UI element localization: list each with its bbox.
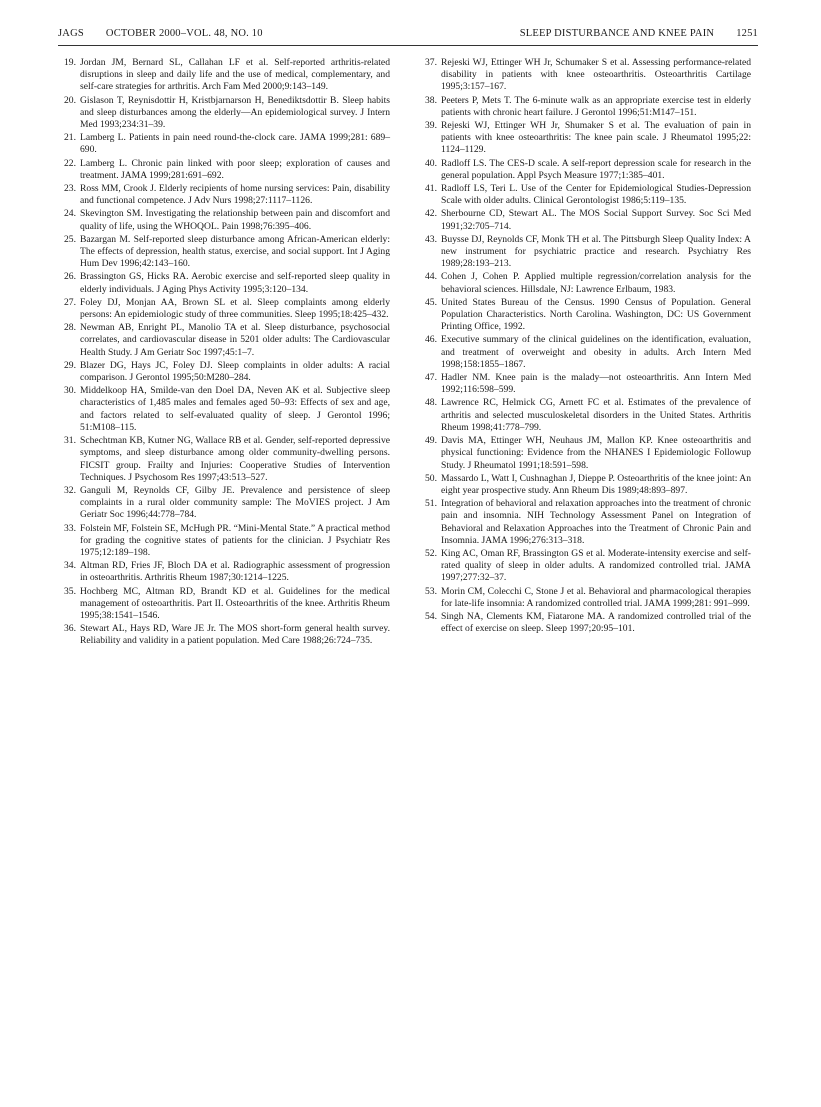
reference-item [419, 120, 751, 157]
reference-number: 19. [64, 57, 76, 68]
reference-text: Executive summary of the clinical guidelines on the identification, evaluation, and treatment of overweight and obesity in adults. Arch Intern Med 1998;158:1855–1867. [441, 334, 751, 370]
reference-item [58, 158, 390, 182]
reference-item [419, 183, 751, 207]
reference-item [58, 271, 390, 295]
reference-item [58, 183, 390, 207]
reference-item [419, 498, 751, 547]
reference-text: Singh NA, Clements KM, Fiatarone MA. A randomized controlled trial of the effect of exercise on sleep. Sleep 1997;20:95–101. [441, 610, 751, 635]
reference-text: Foley DJ, Monjan AA, Brown SL et al. Sleep complaints among elderly persons: An epidemiologic study of three communities. Sleep 1995;18:425–432. [80, 296, 390, 321]
reference-text: Altman RD, Fries JF, Bloch DA et al. Radiographic assessment of progression in osteoarthritis. Arthritis Rheum 1987;30:1214–1225. [80, 560, 390, 584]
header-left [58, 28, 263, 39]
reference-item [419, 372, 751, 396]
reference-text: Rejeski WJ, Ettinger WH Jr, Shumaker S et al. The evaluation of pain in patients with knee osteoarthritis: The knee pain scale. J Rheumatol 1995;22: 1124–1129. [441, 120, 751, 156]
reference-text: Stewart AL, Hays RD, Ware JE Jr. The MOS short-form general health survey. Reliability and validity in a patient population. Med Care 1988;26:724–735. [80, 623, 390, 647]
reference-number: 20. [64, 94, 76, 106]
reference-text: Blazer DG, Hays JC, Foley DJ. Sleep complaints in older adults: A racial comparison. J Gerontol 1995;50:M280–284. [80, 359, 390, 384]
reference-number: 49. [425, 435, 437, 447]
reference-item [58, 523, 390, 560]
reference-number: 48. [425, 397, 437, 409]
reference-item [58, 57, 390, 94]
reference-text: Massardo L, Watt I, Cushnaghan J, Dieppe P. Osteoarthritis of the knee joint: An eight year prospective study. Ann Rheum Dis 1989;48:893–897. [441, 472, 751, 496]
reference-item [419, 397, 751, 434]
reference-number: 44. [425, 271, 437, 283]
reference-number: 35. [64, 585, 76, 597]
reference-number: 36. [64, 623, 76, 635]
reference-text: Ross MM, Crook J. Elderly recipients of home nursing services: Pain, disability and functional competence. J Adv Nurs 1998;27:1117–1126. [80, 183, 390, 207]
reference-item [419, 334, 751, 371]
reference-text: Lamberg L. Chronic pain linked with poor sleep; exploration of causes and treatment. JAMA 1999;281:691–692. [80, 157, 390, 181]
reference-text: Rejeski WJ, Ettinger WH Jr, Schumaker S et al. Assessing performance-related disability in patients with knee osteoarthritis. Osteoarthritis Cartilage 1995;3:157–167. [441, 57, 751, 93]
reference-item [58, 385, 390, 434]
page-number: 1251 [736, 28, 758, 39]
reference-number: 43. [425, 233, 437, 245]
reference-text: Schechtman KB, Kutner NG, Wallace RB et al. Gender, self-reported depressive symptoms, and sleep disturbance among older community-dwelling persons. FICSIT group. Frailty and Injuries: Cooperative Studies of Intervention Techniques. J Psychosom Res 1997;43:513–527. [80, 435, 390, 483]
reference-item [419, 611, 751, 635]
reference-number: 23. [64, 183, 76, 195]
reference-item [58, 360, 390, 384]
reference-text: Davis MA, Ettinger WH, Neuhaus JM, Mallon KP. Knee osteoarthritis and physical functioning: Evidence from the NHANES I Epidemiologic Followup Study. J Rheumatol 1991;18:591–598. [441, 435, 751, 471]
reference-text: Lawrence RC, Helmick CG, Arnett FC et al. Estimates of the prevalence of arthritis and selected musculoskeletal disorders in the United States. Arthritis Rheum 1998;41:778–799. [441, 397, 751, 433]
reference-item [58, 297, 390, 321]
references-column-left [58, 57, 390, 649]
reference-item [419, 586, 751, 610]
reference-number: 41. [425, 183, 437, 195]
reference-text: United States Bureau of the Census. 1990 Census of Population. General Population Characteristics. North Carolina. Washington, DC: US Government Printing Office, 1992. [441, 296, 751, 333]
reference-text: Radloff LS. The CES-D scale. A self-report depression scale for research in the general population. Appl Psych Measure 1977;1:385–401. [441, 157, 751, 181]
reference-number: 54. [425, 610, 437, 622]
reference-number: 22. [64, 157, 76, 169]
reference-text: Integration of behavioral and relaxation approaches into the treatment of chronic pain and insomnia. NIH Technology Assessment Panel on Integration of Behavioral and Relaxation Approaches into the Treatment of Chronic Pain and Insomnia. JAMA 1996;276:313–318. [441, 498, 751, 546]
journal-name: JAGS [58, 28, 84, 39]
reference-number: 24. [64, 208, 76, 220]
reference-text: Newman AB, Enright PL, Manolio TA et al. Sleep disturbance, psychosocial correlates, and cardiovascular disease in 5201 older adults: The Cardiovascular Health Study. J Am Geriatr Soc 1997;45:1–7. [80, 322, 390, 358]
reference-text: Cohen J, Cohen P. Applied multiple regression/correlation analysis for the behavioral sciences. Hillsdale, NJ: Lawrence Erlbaum, 1983. [441, 271, 751, 295]
reference-number: 50. [425, 472, 437, 484]
reference-number: 28. [64, 322, 76, 334]
reference-text: Bazargan M. Self-reported sleep disturbance among African-American elderly: The effects of depression, health status, exercise, and social support. Int J Aging Hum Dev 1996;42:143–160. [80, 233, 390, 270]
reference-item [419, 297, 751, 334]
reference-number: 27. [64, 296, 76, 308]
reference-item [58, 322, 390, 359]
reference-item [419, 473, 751, 497]
reference-text: Sherbourne CD, Stewart AL. The MOS Social Support Survey. Soc Sci Med 1991;32:705–714. [441, 208, 751, 232]
reference-number: 37. [425, 57, 437, 68]
reference-number: 45. [425, 296, 437, 308]
reference-number: 26. [64, 271, 76, 283]
reference-text: Peeters P, Mets T. The 6-minute walk as an appropriate exercise test in elderly patients with chronic heart failure. J Gerontol 1996;51:M147–151. [441, 94, 751, 118]
journal-issue: OCTOBER 2000–VOL. 48, NO. 10 [105, 28, 263, 39]
reference-item [419, 57, 751, 94]
references-column-right [419, 57, 751, 636]
reference-item [419, 234, 751, 271]
reference-item [58, 560, 390, 584]
reference-item [419, 208, 751, 232]
reference-number: 47. [425, 372, 437, 384]
reference-item [58, 435, 390, 484]
reference-item [58, 586, 390, 623]
reference-item [58, 623, 390, 647]
reference-number: 33. [64, 522, 76, 534]
reference-text: Hochberg MC, Altman RD, Brandt KD et al. Guidelines for the medical management of osteoarthritis. Part II. Osteoarthritis of the knee. Arthritis Rheum 1995;38:1541–1546. [80, 585, 390, 621]
reference-number: 42. [425, 208, 437, 220]
reference-number: 21. [64, 132, 76, 144]
reference-number: 25. [64, 233, 76, 245]
reference-text: Skevington SM. Investigating the relationship between pain and discomfort and quality of life, using the WHOQOL. Pain 1998;76:395–406. [80, 208, 390, 232]
reference-text: Buysse DJ, Reynolds CF, Monk TH et al. The Pittsburgh Sleep Quality Index: A new instrument for psychiatric practice and research. Psychiatry Res 1989;28:193–213. [441, 233, 751, 270]
reference-text: Folstein MF, Folstein SE, McHugh PR. “Mini-Mental State.” A practical method for grading the cognitive states of patients for the clinician. J Psychiatr Res 1975;12:189–198. [80, 522, 390, 558]
reference-item [58, 234, 390, 271]
reference-text: Ganguli M, Reynolds CF, Gilby JE. Prevalence and persistence of sleep complaints in a rural older community sample: The MoVIES project. J Am Geriatr Soc 1996;44:778–784. [80, 484, 390, 521]
reference-number: 46. [425, 334, 437, 346]
reference-text: Gislason T, Reynisdottir H, Kristbjarnarson H, Benediktsdottir B. Sleep habits and sleep disturbances among the elderly—An epidemiological survey. J Intern Med 1993;234:31–39. [80, 94, 390, 131]
reference-item [419, 435, 751, 472]
reference-number: 53. [425, 585, 437, 597]
reference-number: 38. [425, 94, 437, 106]
reference-number: 39. [425, 120, 437, 132]
header-rule [58, 45, 758, 46]
running-header [58, 28, 758, 42]
running-title: SLEEP DISTURBANCE AND KNEE PAIN [519, 28, 715, 39]
reference-item [419, 158, 751, 182]
reference-text: King AC, Oman RF, Brassington GS et al. Moderate-intensity exercise and self-rated quality of sleep in older adults. A randomized controlled trial. JAMA 1997;277:32–37. [441, 547, 751, 584]
reference-item [58, 95, 390, 132]
reference-text: Hadler NM. Knee pain is the malady—not osteoarthritis. Ann Intern Med 1992;116:598–599. [441, 372, 751, 396]
reference-number: 52. [425, 547, 437, 559]
reference-item [419, 548, 751, 585]
reference-number: 30. [64, 385, 76, 397]
reference-text: Lamberg L. Patients in pain need round-the-clock care. JAMA 1999;281: 689–690. [80, 132, 390, 156]
reference-number: 34. [64, 560, 76, 572]
header-right [520, 28, 758, 39]
reference-number: 40. [425, 157, 437, 169]
reference-text: Jordan JM, Bernard SL, Callahan LF et al. Self-reported arthritis-related disruptions in sleep and daily life and the use of medical, complementary, and self-care strategies for arthritis. Arch Fam Med 2000;9:143–149. [80, 57, 390, 93]
reference-item [419, 95, 751, 119]
reference-item [58, 485, 390, 522]
reference-number: 51. [425, 498, 437, 510]
reference-number: 32. [64, 484, 76, 496]
reference-text: Morin CM, Colecchi C, Stone J et al. Behavioral and pharmacological therapies for late-life insomnia: A randomized controlled trial. JAMA 1999;281: 991–999. [441, 585, 751, 609]
reference-text: Middelkoop HA, Smilde-van den Doel DA, Neven AK et al. Subjective sleep characteristics of 1,485 males and females aged 50–93: Effects of sex and age, and factors related to self-evaluated quality of sleep. J Gerontol 1996; 51:M108–115. [80, 385, 390, 433]
reference-number: 31. [64, 435, 76, 447]
reference-item [58, 132, 390, 156]
reference-number: 29. [64, 359, 76, 371]
reference-item [419, 271, 751, 295]
reference-text: Brassington GS, Hicks RA. Aerobic exercise and self-reported sleep quality in elderly individuals. J Aging Phys Activity 1995;3:120–134. [80, 271, 390, 295]
reference-text: Radloff LS, Teri L. Use of the Center for Epidemiological Studies-Depression Scale with older adults. Clinical Gerontologist 1986;5:119–135. [441, 183, 751, 207]
reference-item [58, 208, 390, 232]
